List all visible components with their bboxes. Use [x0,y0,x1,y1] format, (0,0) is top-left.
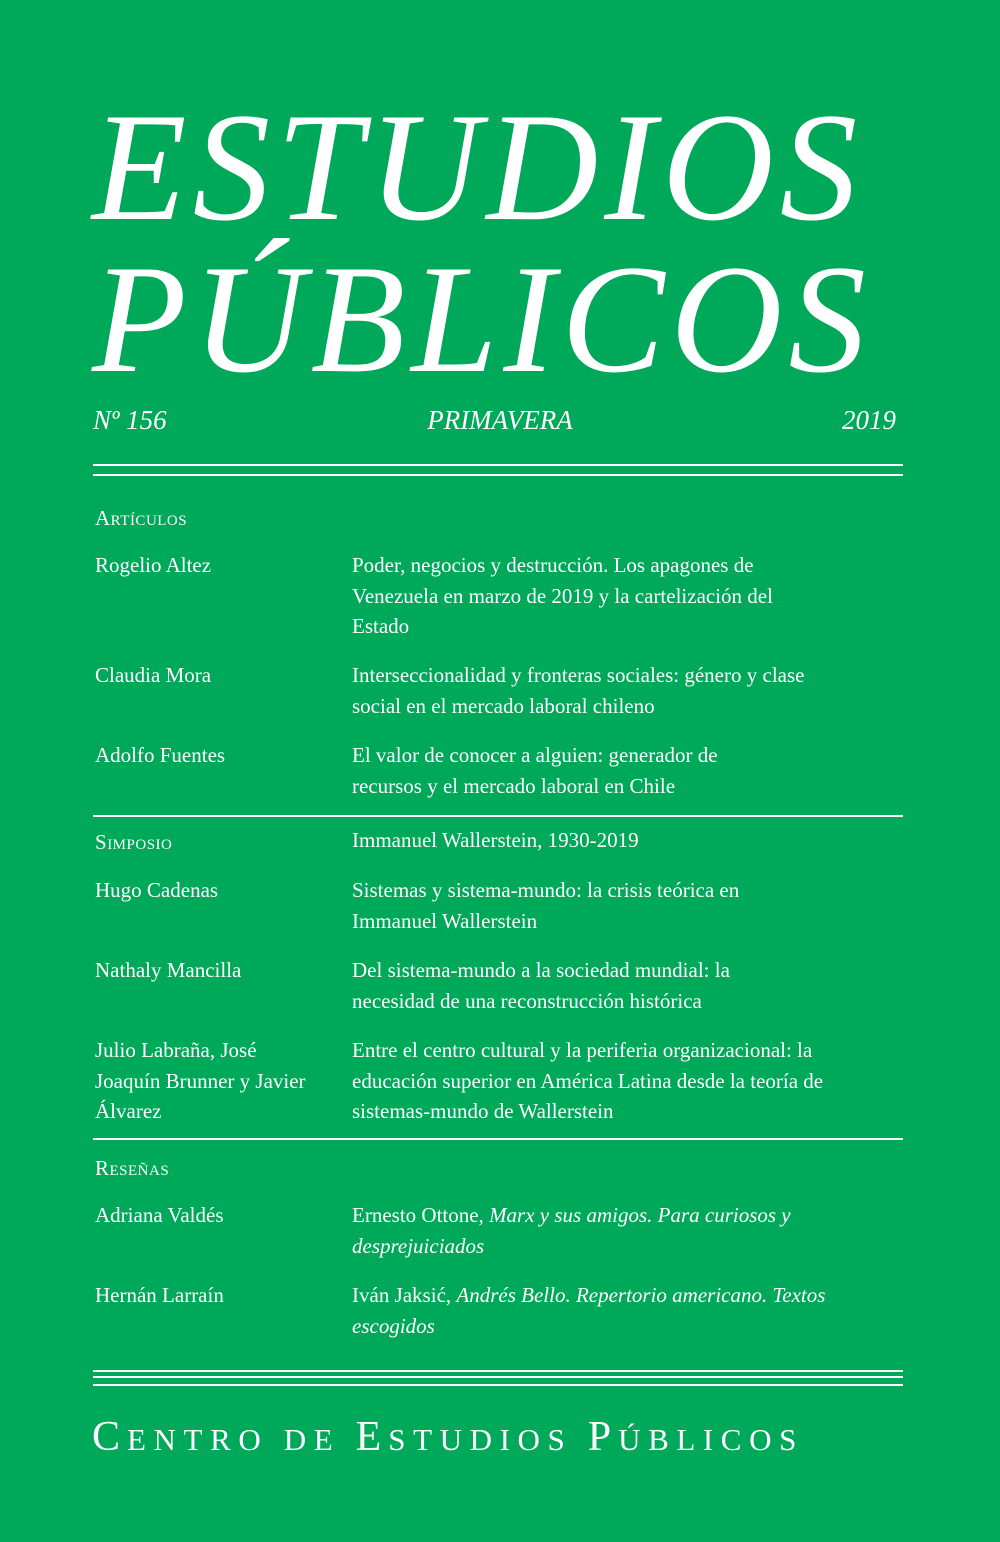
symposium-title: Entre el centro cultural y la periferia organizacional: la educación superior en América Latina desde la teoría de sistemas-mundo de Wallerstein [352,1038,824,1123]
symposium-author: Hugo Cadenas [95,878,219,902]
symposium-author: Nathaly Mancilla [95,958,242,982]
article-title: Poder, negocios y destrucción. Los apagones de Venezuela en marzo de 2019 y la cartelización del Estado [352,553,773,638]
symposium-heading: Immanuel Wallerstein, 1930-2019 [352,828,639,852]
review-author: Adriana Valdés [95,1203,224,1227]
journal-title-line-1: ESTUDIOS [92,81,864,253]
section-divider [93,1138,903,1140]
issue-year: 2019 [842,405,896,435]
symposium-author: Julio Labraña, José Joaquín Brunner y Javier Álvarez [95,1038,306,1123]
symposium-title: Sistemas y sistema-mundo: la crisis teórica en Immanuel Wallerstein [352,878,740,933]
publisher-name: CENTRO DE ESTUDIOS PÚBLICOS [92,1414,804,1460]
article-title: Interseccionalidad y fronteras sociales: género y clase social en el mercado laboral chileno [352,663,805,718]
section-divider [93,815,903,817]
issue-number: Nº 156 [93,405,167,435]
section-label-symposium: SIMPOSIO [95,830,173,854]
article-author: Claudia Mora [95,663,212,687]
review-book [352,1280,842,1341]
review-book-title: Andrés Bello. Repertorio americano. Textos escogidos [352,1283,826,1338]
article-author: Rogelio Altez [95,553,212,577]
section-label-reviews: RESEÑAS [95,1156,170,1180]
journal-title-line-2: PÚBLICOS [92,233,872,405]
review-book-author: Ernesto Ottone, [352,1203,484,1227]
article-title: El valor de conocer a alguien: generador de recursos y el mercado laboral en Chile [352,743,718,798]
review-author: Hernán Larraín [95,1283,224,1307]
review-book-author: Iván Jaksić, [352,1283,452,1307]
review-book [352,1200,842,1261]
bottom-triple-rule [93,1370,903,1386]
article-author: Adolfo Fuentes [95,743,226,767]
top-double-rule [93,464,903,476]
issue-season: PRIMAVERA [427,405,573,435]
section-label-articles: ARTÍCULOS [95,506,188,530]
symposium-title: Del sistema-mundo a la sociedad mundial: la necesidad de una reconstrucción histórica [352,958,730,1013]
review-book-title: Marx y sus amigos. Para curiosos y desprejuiciados [352,1203,791,1258]
